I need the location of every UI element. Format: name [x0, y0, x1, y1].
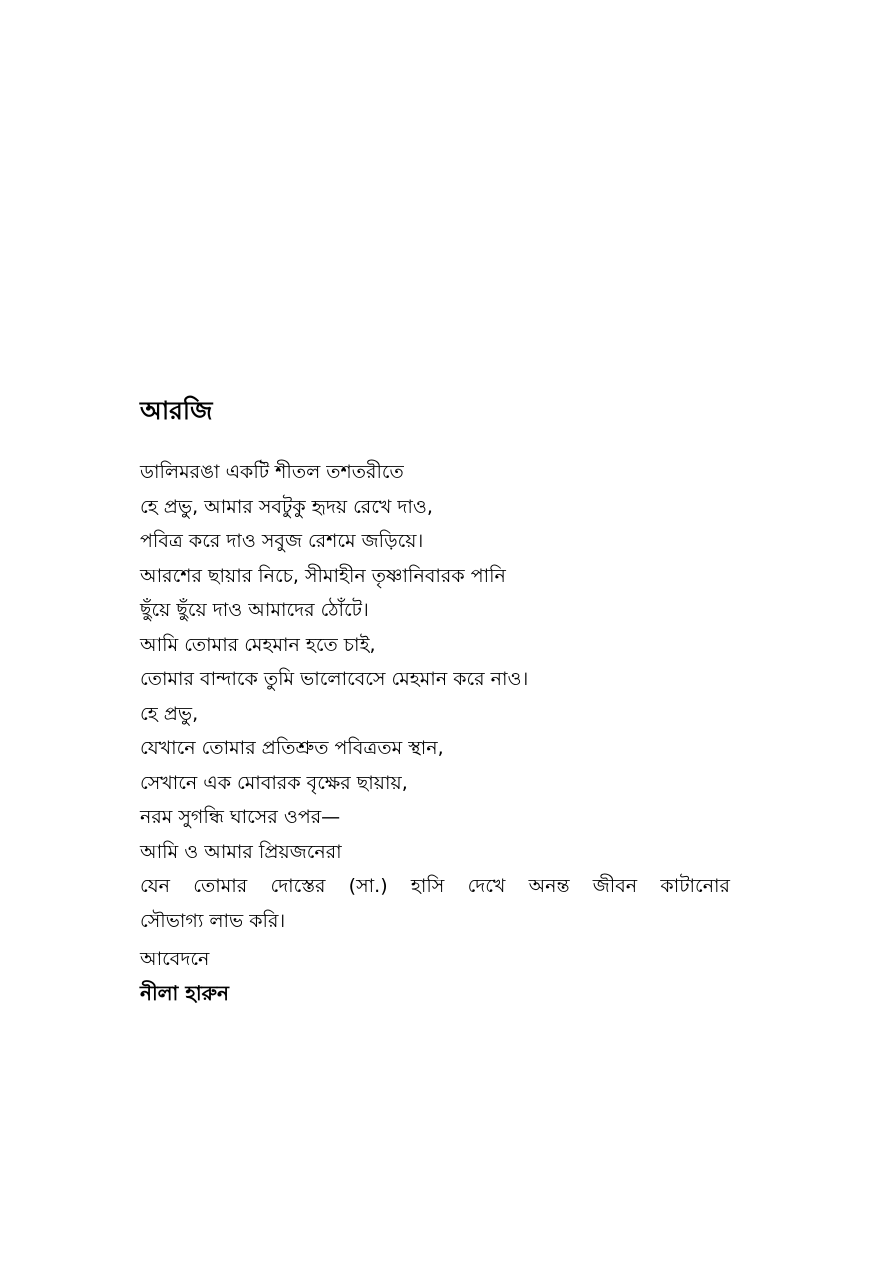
poem-line: তোমার বান্দাকে তুমি ভালোবেসে মেহমান করে নাও।: [140, 668, 529, 690]
signature-block: [140, 942, 229, 1010]
poem-line: আমি ও আমার প্রিয়জনেরা: [140, 840, 342, 863]
poem-line: হে প্রভু, আমার সবটুকু হৃদয় রেখে দাও,: [140, 495, 433, 518]
poem-line: হে প্রভু,: [140, 702, 199, 725]
poem-line: ডালিমরঙা একটি শীতল তশতরীতে: [140, 461, 404, 483]
poem-line: আমি তোমার মেহমান হতে চাই,: [140, 633, 376, 656]
closing-label: আবেদনে: [140, 948, 210, 970]
poem-title: আরজি: [140, 396, 213, 425]
poem-body: [140, 455, 730, 938]
poem-line: সেখানে এক মোবারক বৃক্ষের ছায়ায়,: [140, 771, 408, 794]
poem-line: পবিত্র করে দাও সবুজ রেশমে জড়িয়ে।: [140, 530, 424, 552]
author-name: নীলা হারুন: [140, 981, 229, 1005]
poem-line: নরম সুগন্ধি ঘাসের ওপর—: [140, 806, 341, 828]
poem-line: যেখানে তোমার প্রতিশ্রুত পবিত্রতম স্থান,: [140, 737, 444, 759]
poem-line: যেন তোমার দোস্তের (সা.) হাসি দেখে অনন্ত জীবন কাটানোর: [140, 875, 730, 897]
poem-line: ছুঁয়ে ছুঁয়ে দাও আমাদের ঠোঁটে।: [140, 599, 369, 621]
poem-line: আরশের ছায়ার নিচে, সীমাহীন তৃষ্ণানিবারক পানি: [140, 564, 506, 587]
poem-line: সৌভাগ্য লাভ করি।: [140, 909, 286, 932]
